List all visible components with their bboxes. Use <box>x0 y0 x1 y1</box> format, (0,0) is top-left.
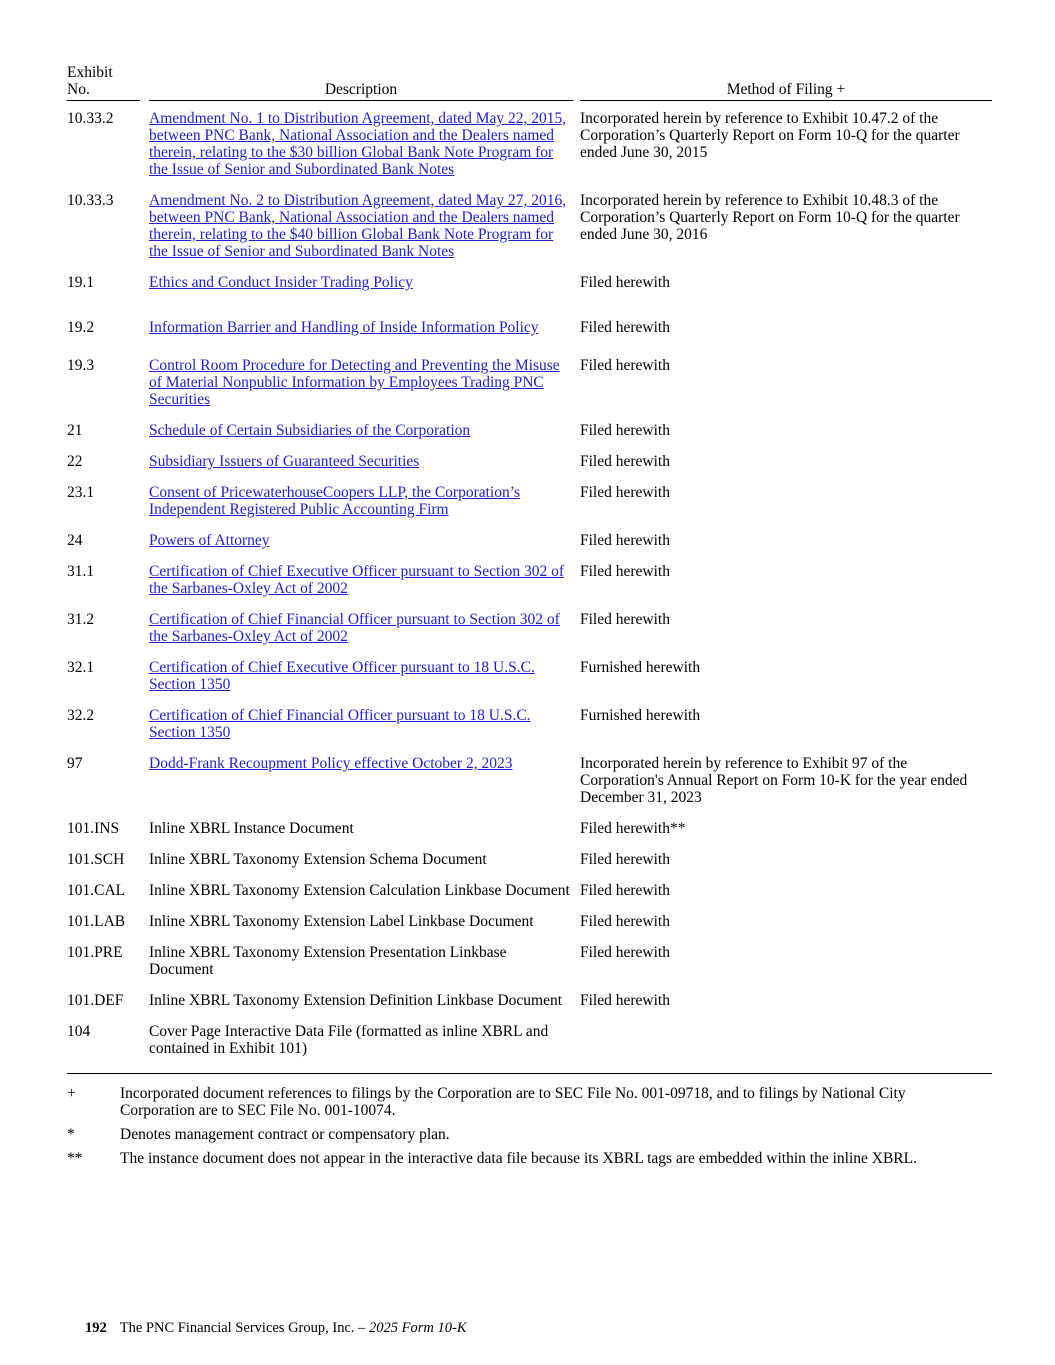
column-spacer <box>573 611 580 659</box>
exhibit-number: 10.33.2 <box>67 110 114 127</box>
filing-method: Filed herewith <box>580 357 670 374</box>
table-row <box>67 755 992 820</box>
exhibit-number: 101.INS <box>67 820 120 837</box>
column-spacer <box>140 319 149 357</box>
table-row <box>67 453 992 484</box>
exhibit-description-link[interactable]: Powers of Attorney <box>149 532 270 549</box>
column-spacer <box>140 357 149 422</box>
column-spacer <box>140 563 149 611</box>
exhibit-description-cell <box>149 882 573 913</box>
column-spacer <box>573 1023 580 1071</box>
footnote-symbol: + <box>67 1085 76 1102</box>
exhibit-description-cell <box>149 319 573 357</box>
exhibit-description-cell <box>149 274 573 319</box>
header-spacer <box>573 64 580 101</box>
exhibit-description-cell <box>149 707 573 755</box>
header-row <box>67 64 992 101</box>
filing-method: Incorporated herein by reference to Exhibit 10.47.2 of the Corporation’s Quarterly Report on Form 10-Q for the quarter ended June 30, 2015 <box>580 110 960 161</box>
column-spacer <box>573 707 580 755</box>
table-row <box>67 357 992 422</box>
exhibit-number: 31.2 <box>67 611 95 628</box>
filing-method: Filed herewith <box>580 532 670 549</box>
filing-method: Filed herewith <box>580 851 670 868</box>
column-spacer <box>573 659 580 707</box>
column-spacer <box>140 192 149 274</box>
exhibit-number: 22 <box>67 453 83 470</box>
column-spacer <box>140 532 149 563</box>
page-number: 192 <box>85 1320 107 1336</box>
filing-method: Filed herewith <box>580 319 670 336</box>
column-spacer <box>573 755 580 820</box>
footer-form-title: 2025 Form 10-K <box>369 1320 467 1336</box>
exhibit-number: 32.1 <box>67 659 95 676</box>
exhibit-number: 104 <box>67 1023 91 1040</box>
table-row <box>67 1023 992 1071</box>
column-spacer <box>573 274 580 319</box>
exhibit-description-link: Inline XBRL Instance Document <box>149 820 354 837</box>
filing-method: Filed herewith <box>580 484 670 501</box>
table-row <box>67 992 992 1023</box>
column-spacer <box>573 357 580 422</box>
filing-method: Filed herewith <box>580 563 670 580</box>
column-spacer <box>573 944 580 992</box>
exhibit-description-cell <box>149 755 573 820</box>
footnote <box>67 1150 1055 1167</box>
column-spacer <box>140 851 149 882</box>
table-row <box>67 563 992 611</box>
filing-method: Filed herewith** <box>580 820 686 837</box>
exhibit-description-link: Inline XBRL Taxonomy Extension Schema Document <box>149 851 487 868</box>
table-row <box>67 101 992 193</box>
exhibit-description-link[interactable]: Certification of Chief Executive Officer pursuant to Section 302 of the Sarbanes-Oxley Act of 2002 <box>149 563 565 597</box>
table-row <box>67 882 992 913</box>
exhibit-description-cell <box>149 1023 573 1071</box>
column-spacer <box>140 611 149 659</box>
column-spacer <box>140 101 149 193</box>
filing-method: Filed herewith <box>580 422 670 439</box>
column-spacer <box>140 707 149 755</box>
column-spacer <box>140 453 149 484</box>
table-row <box>67 319 992 357</box>
column-spacer <box>140 484 149 532</box>
exhibit-number: 23.1 <box>67 484 95 501</box>
exhibit-description-link: Inline XBRL Taxonomy Extension Definition Linkbase Document <box>149 992 563 1009</box>
exhibit-number: 101.DEF <box>67 992 124 1009</box>
table-row <box>67 820 992 851</box>
footer-company-name: The PNC Financial Services Group, Inc. – <box>119 1320 370 1336</box>
filing-method: Filed herewith <box>580 992 670 1009</box>
exhibit-description-link[interactable]: Information Barrier and Handling of Inside Information Policy <box>149 319 539 336</box>
filing-method: Filed herewith <box>580 611 670 628</box>
table-row <box>67 707 992 755</box>
exhibit-description-link[interactable]: Amendment No. 2 to Distribution Agreement, dated May 27, 2016, between PNC Bank, National Association and the Dealers named therein, relating to the $40 billion Global Bank Note Program for the Issue of Senior and Subordinated Bank Notes <box>149 192 567 260</box>
exhibit-description-link[interactable]: Certification of Chief Financial Officer pursuant to 18 U.S.C. Section 1350 <box>149 707 531 741</box>
table-row <box>67 611 992 659</box>
header-spacer <box>140 64 149 101</box>
column-spacer <box>573 453 580 484</box>
exhibit-description-link[interactable]: Dodd-Frank Recoupment Policy effective October 2, 2023 <box>149 755 513 772</box>
exhibit-number: 31.1 <box>67 563 95 580</box>
column-spacer <box>573 101 580 193</box>
column-spacer <box>140 659 149 707</box>
footnote <box>67 1126 1055 1143</box>
exhibit-number: 97 <box>67 755 83 772</box>
footnote-symbol: ** <box>67 1150 83 1167</box>
table-row <box>67 944 992 992</box>
filing-method: Furnished herewith <box>580 707 701 724</box>
footnotes-section <box>0 1085 1055 1167</box>
header-method-of-filing: Method of Filing + <box>580 64 992 101</box>
exhibit-description-cell <box>149 820 573 851</box>
column-spacer <box>140 274 149 319</box>
exhibit-description-cell <box>149 913 573 944</box>
page-footer <box>85 1320 467 1337</box>
exhibit-description-cell <box>149 357 573 422</box>
filing-method: Incorporated herein by reference to Exhibit 97 of the Corporation's Annual Report on Form 10-K for the year ended December 31, 2023 <box>580 755 968 806</box>
filing-method: Incorporated herein by reference to Exhibit 10.48.3 of the Corporation’s Quarterly Report on Form 10-Q for the quarter ended June 30, 2016 <box>580 192 960 243</box>
column-spacer <box>573 882 580 913</box>
footnote-symbol: * <box>67 1126 75 1143</box>
header-exhibit-line2: No. <box>67 81 90 98</box>
exhibit-description-link[interactable]: Consent of PricewaterhouseCoopers LLP, the Corporation’s Independent Registered Public Accounting Firm <box>149 484 521 518</box>
exhibit-description-cell <box>149 851 573 882</box>
table-row <box>67 913 992 944</box>
column-spacer <box>573 913 580 944</box>
column-spacer <box>140 820 149 851</box>
exhibit-number: 101.CAL <box>67 882 126 899</box>
table-row <box>67 484 992 532</box>
exhibit-number: 10.33.3 <box>67 192 114 209</box>
exhibit-description-link[interactable]: Amendment No. 1 to Distribution Agreement, dated May 22, 2015, between PNC Bank, National Association and the Dealers named therein, relating to the $30 billion Global Bank Note Program for the Issue of Senior and Subordinated Bank Notes <box>149 110 567 178</box>
table-row <box>67 532 992 563</box>
exhibit-description-link[interactable]: Control Room Procedure for Detecting and Preventing the Misuse of Material Nonpublic Information by Employees Trading PNC Securities <box>149 357 560 408</box>
column-spacer <box>140 944 149 992</box>
exhibit-number: 21 <box>67 422 83 439</box>
column-spacer <box>140 1023 149 1071</box>
column-spacer <box>573 820 580 851</box>
footnote-text: Denotes management contract or compensatory plan. <box>120 1126 450 1143</box>
table-row <box>67 422 992 453</box>
exhibit-description-link[interactable]: Subsidiary Issuers of Guaranteed Securities <box>149 453 420 470</box>
exhibit-number: 19.2 <box>67 319 95 336</box>
filing-method <box>580 1023 992 1071</box>
footnote-text: Incorporated document references to filings by the Corporation are to SEC File No. 001-09718, and to filings by National City Corporation are to SEC File No. 001-10074. <box>120 1085 906 1119</box>
footnote-divider <box>67 1073 992 1074</box>
exhibit-number: 101.LAB <box>67 913 126 930</box>
table-row <box>67 274 992 319</box>
column-spacer <box>573 851 580 882</box>
exhibit-description-link: Inline XBRL Taxonomy Extension Presentation Linkbase Document <box>149 944 507 978</box>
column-spacer <box>573 992 580 1023</box>
exhibit-number: 32.2 <box>67 707 95 724</box>
column-spacer <box>140 992 149 1023</box>
column-spacer <box>140 755 149 820</box>
exhibit-index-table <box>67 64 992 1071</box>
exhibit-description-link[interactable]: Ethics and Conduct Insider Trading Policy <box>149 274 413 291</box>
header-exhibit-no <box>67 64 140 101</box>
column-spacer <box>140 913 149 944</box>
filing-method: Filed herewith <box>580 944 670 961</box>
column-spacer <box>573 192 580 274</box>
column-spacer <box>140 422 149 453</box>
exhibit-description-link[interactable]: Schedule of Certain Subsidiaries of the Corporation <box>149 422 471 439</box>
filing-method: Furnished herewith <box>580 659 701 676</box>
exhibit-description-cell <box>149 422 573 453</box>
table-body <box>67 101 992 1072</box>
exhibit-description-cell <box>149 992 573 1023</box>
table-row <box>67 659 992 707</box>
exhibit-description-cell <box>149 611 573 659</box>
exhibit-description-cell <box>149 192 573 274</box>
column-spacer <box>573 422 580 453</box>
footnote-text: The instance document does not appear in the interactive data file because its XBRL tags are embedded within the inline XBRL. <box>120 1150 917 1167</box>
table-row <box>67 851 992 882</box>
column-spacer <box>573 563 580 611</box>
footnote <box>67 1085 1055 1119</box>
exhibit-description-cell <box>149 944 573 992</box>
table-header <box>67 64 992 101</box>
exhibit-description-cell <box>149 101 573 193</box>
exhibit-number: 19.1 <box>67 274 95 291</box>
exhibit-number: 101.SCH <box>67 851 125 868</box>
exhibit-description-link[interactable]: Certification of Chief Financial Officer pursuant to Section 302 of the Sarbanes-Oxley Act of 2002 <box>149 611 560 645</box>
filing-method: Filed herewith <box>580 274 670 291</box>
exhibit-description-link[interactable]: Certification of Chief Executive Officer pursuant to 18 U.S.C. Section 1350 <box>149 659 535 693</box>
exhibit-number: 24 <box>67 532 83 549</box>
column-spacer <box>573 319 580 357</box>
exhibit-description-link: Inline XBRL Taxonomy Extension Label Linkbase Document <box>149 913 534 930</box>
column-spacer <box>573 484 580 532</box>
exhibit-description-link: Cover Page Interactive Data File (formatted as inline XBRL and contained in Exhibit 101) <box>149 1023 549 1057</box>
filing-method: Filed herewith <box>580 882 670 899</box>
exhibit-description-link: Inline XBRL Taxonomy Extension Calculation Linkbase Document <box>149 882 570 899</box>
header-exhibit-line1: Exhibit <box>67 64 113 81</box>
exhibit-description-cell <box>149 563 573 611</box>
column-spacer <box>573 532 580 563</box>
table-row <box>67 192 992 274</box>
exhibit-number: 101.PRE <box>67 944 123 961</box>
exhibit-number: 19.3 <box>67 357 95 374</box>
exhibit-description-cell <box>149 659 573 707</box>
filing-method: Filed herewith <box>580 453 670 470</box>
exhibit-description-cell <box>149 484 573 532</box>
filing-method: Filed herewith <box>580 913 670 930</box>
exhibit-description-cell <box>149 532 573 563</box>
header-description: Description <box>149 64 573 101</box>
exhibit-description-cell <box>149 453 573 484</box>
column-spacer <box>140 882 149 913</box>
